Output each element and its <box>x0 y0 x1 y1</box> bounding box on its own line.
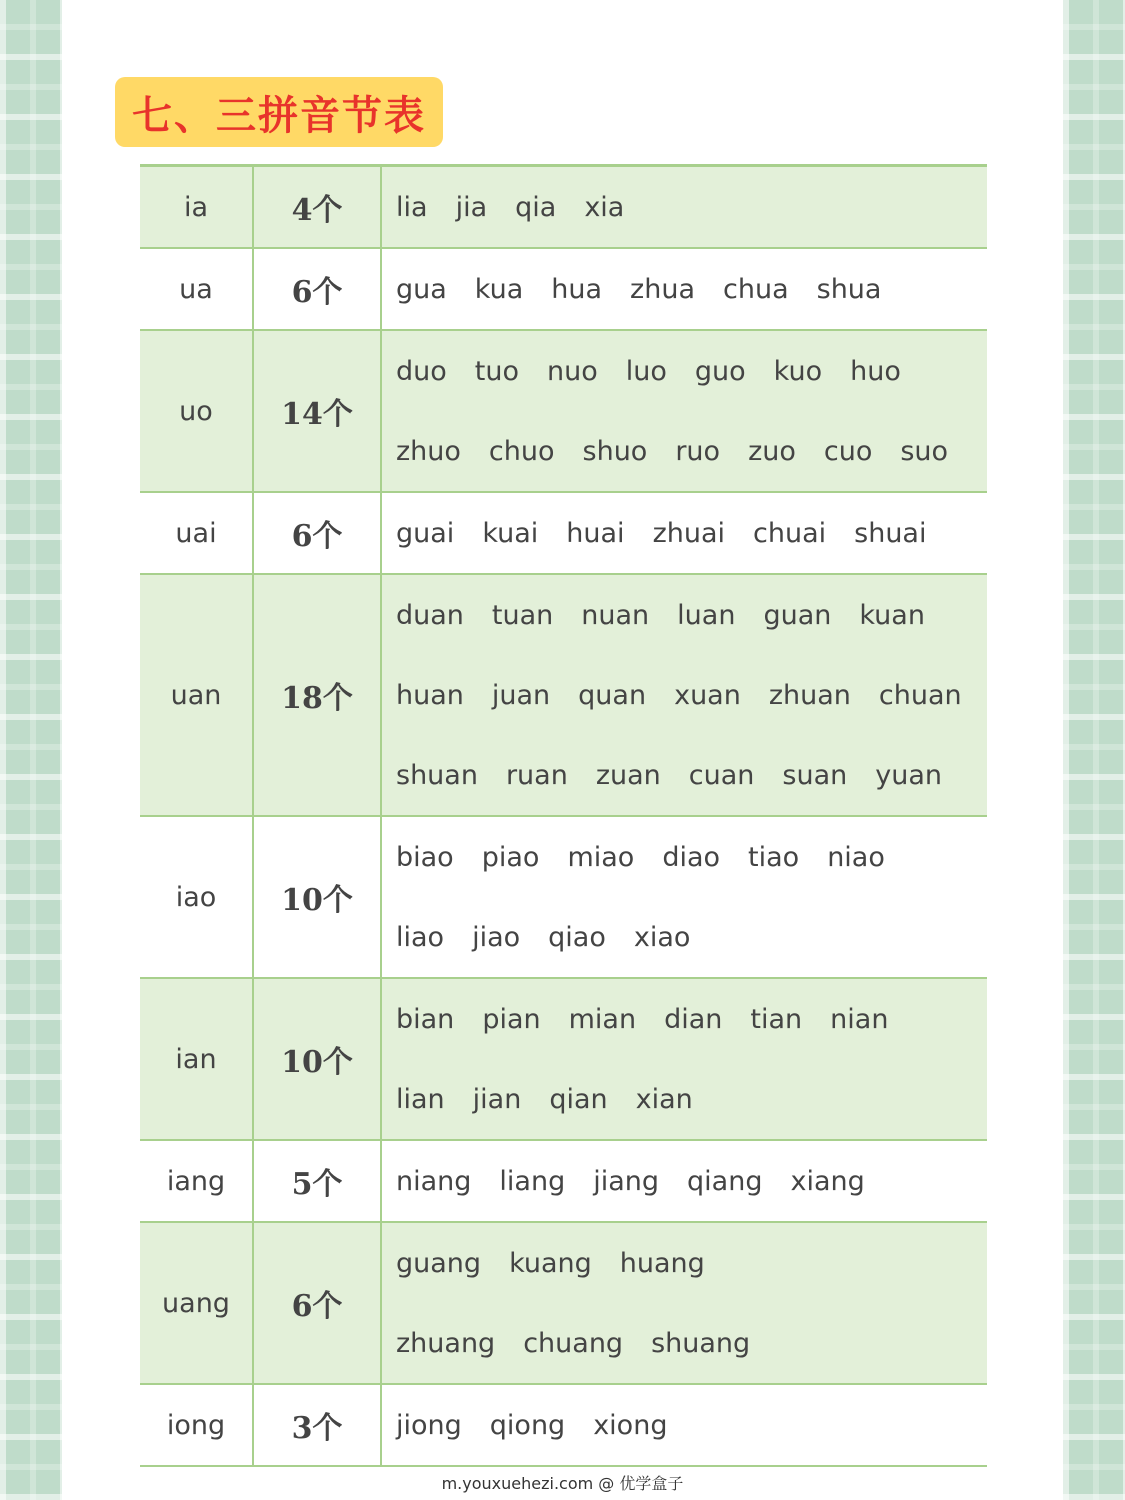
syllable-line <box>396 1141 987 1221</box>
syllable: pian <box>482 1003 541 1035</box>
syllable: guan <box>763 599 832 631</box>
syllable: hua <box>551 273 603 305</box>
syllable: shua <box>816 273 882 305</box>
syllable-list-cell <box>381 1384 987 1466</box>
syllable-line <box>396 167 987 247</box>
syllable: kuan <box>859 599 925 631</box>
syllable: qiao <box>548 921 606 953</box>
syllable: lian <box>396 1083 445 1115</box>
table-row <box>140 574 987 816</box>
syllable: yuan <box>875 759 942 791</box>
final-cell: uai <box>140 492 253 574</box>
syllable: ruan <box>505 759 568 791</box>
syllable-line <box>396 249 987 329</box>
syllable: jiang <box>593 1165 660 1197</box>
final-cell: iong <box>140 1384 253 1466</box>
syllable-line <box>396 817 987 897</box>
syllable: kuo <box>773 355 823 387</box>
syllable: luo <box>625 355 667 387</box>
syllable: shuo <box>582 435 648 467</box>
syllable: zhuang <box>396 1327 496 1359</box>
syllable: shuan <box>396 759 478 791</box>
final-cell: iao <box>140 816 253 978</box>
syllable: cuan <box>688 759 755 791</box>
syllable: kuai <box>482 517 539 549</box>
syllable: shuang <box>651 1327 751 1359</box>
syllable: suo <box>900 435 949 467</box>
count-cell: 10个 <box>253 978 381 1140</box>
syllable: qian <box>549 1083 608 1115</box>
syllable-line <box>396 1059 987 1139</box>
syllable: piao <box>481 841 540 873</box>
syllable: miao <box>567 841 635 873</box>
syllable: jia <box>455 191 488 223</box>
count-cell: 4个 <box>253 166 381 249</box>
table-row <box>140 248 987 330</box>
count-cell: 5个 <box>253 1140 381 1222</box>
page-title: 七、三拼音节表 <box>132 91 426 139</box>
syllable: diao <box>662 841 721 873</box>
syllable: liang <box>499 1165 566 1197</box>
syllable: zuo <box>748 435 796 467</box>
syllable: jiao <box>472 921 521 953</box>
syllable: ruo <box>675 435 721 467</box>
syllable: chuai <box>753 517 827 549</box>
syllable-line <box>396 493 987 573</box>
syllable: tiao <box>748 841 800 873</box>
syllable: huo <box>850 355 901 387</box>
table-row <box>140 978 987 1140</box>
syllable: tuan <box>491 599 554 631</box>
syllable-line <box>396 575 987 655</box>
syllable: tian <box>750 1003 803 1035</box>
syllable: zhuai <box>652 517 726 549</box>
count-cell: 6个 <box>253 492 381 574</box>
syllable-list-cell <box>381 492 987 574</box>
syllable: chuan <box>878 679 962 711</box>
syllable: lia <box>396 191 428 223</box>
syllable: zhuo <box>396 435 461 467</box>
syllable: cuo <box>823 435 873 467</box>
syllable: huang <box>619 1247 705 1279</box>
syllable: luan <box>677 599 736 631</box>
syllable: qiong <box>489 1409 566 1441</box>
syllable: guo <box>694 355 746 387</box>
count-cell: 3个 <box>253 1384 381 1466</box>
syllable: duan <box>396 599 464 631</box>
syllable: xiao <box>633 921 691 953</box>
syllable-line <box>396 331 987 411</box>
syllable: xiong <box>593 1409 668 1441</box>
syllable-line <box>396 411 987 491</box>
table-row <box>140 492 987 574</box>
syllable-list-cell <box>381 1222 987 1384</box>
syllable: huan <box>396 679 464 711</box>
syllable: duo <box>396 355 447 387</box>
syllable: biao <box>396 841 454 873</box>
title-badge <box>115 77 443 147</box>
syllable: gua <box>396 273 447 305</box>
syllable-list-cell <box>381 574 987 816</box>
syllable: zuan <box>595 759 661 791</box>
syllable-line <box>396 655 987 735</box>
syllable: liao <box>396 921 445 953</box>
table-row <box>140 816 987 978</box>
syllable: xiang <box>790 1165 865 1197</box>
footer-watermark: m.youxuehezi.com @ 优学盒子 <box>441 1474 684 1493</box>
syllable: xian <box>635 1083 693 1115</box>
syllable: tuo <box>474 355 519 387</box>
syllable: guai <box>396 517 455 549</box>
syllable-list-cell <box>381 330 987 492</box>
syllable: suan <box>782 759 848 791</box>
left-plaid-border <box>0 0 62 1500</box>
syllable-line <box>396 1385 987 1465</box>
syllable: xia <box>584 191 625 223</box>
syllable: guang <box>396 1247 482 1279</box>
syllable: bian <box>396 1003 455 1035</box>
syllable: dian <box>664 1003 723 1035</box>
syllable: quan <box>578 679 647 711</box>
table-row <box>140 1222 987 1384</box>
syllable-line <box>396 979 987 1059</box>
syllable-list-cell <box>381 248 987 330</box>
syllable-list-cell <box>381 816 987 978</box>
syllable: jiong <box>396 1409 462 1441</box>
count-cell: 14个 <box>253 330 381 492</box>
syllable: huai <box>566 517 625 549</box>
syllable: nuan <box>581 599 650 631</box>
syllable: chua <box>723 273 789 305</box>
syllable-line <box>396 735 987 815</box>
syllable: niao <box>827 841 885 873</box>
syllable: jian <box>472 1083 522 1115</box>
table-row <box>140 330 987 492</box>
syllable: zhuan <box>768 679 851 711</box>
count-cell: 10个 <box>253 816 381 978</box>
syllable: juan <box>491 679 551 711</box>
syllable: nuo <box>547 355 598 387</box>
final-cell: uang <box>140 1222 253 1384</box>
syllable: chuo <box>488 435 555 467</box>
table-row <box>140 166 987 249</box>
syllable-list-cell <box>381 978 987 1140</box>
syllable: zhua <box>630 273 695 305</box>
final-cell: ia <box>140 166 253 249</box>
syllable-list-cell <box>381 166 987 249</box>
syllable: shuai <box>854 517 927 549</box>
syllable: chuang <box>523 1327 624 1359</box>
final-cell: ian <box>140 978 253 1140</box>
syllable: niang <box>396 1165 472 1197</box>
syllable-line <box>396 897 987 977</box>
syllable: qiang <box>687 1165 763 1197</box>
final-cell: ua <box>140 248 253 330</box>
syllable: mian <box>568 1003 637 1035</box>
syllable: qia <box>515 191 557 223</box>
final-cell: uan <box>140 574 253 816</box>
syllable-list-cell <box>381 1140 987 1222</box>
syllable: nian <box>830 1003 889 1035</box>
table-row <box>140 1140 987 1222</box>
count-cell: 6个 <box>253 1222 381 1384</box>
syllable: xuan <box>674 679 741 711</box>
count-cell: 6个 <box>253 248 381 330</box>
final-cell: iang <box>140 1140 253 1222</box>
final-cell: uo <box>140 330 253 492</box>
right-plaid-border <box>1063 0 1125 1500</box>
syllable-line <box>396 1223 987 1303</box>
syllable-table-body <box>140 166 987 1467</box>
syllable: kuang <box>509 1247 592 1279</box>
syllable-table <box>140 164 987 1467</box>
syllable-line <box>396 1303 987 1383</box>
table-row <box>140 1384 987 1466</box>
syllable: kua <box>474 273 524 305</box>
count-cell: 18个 <box>253 574 381 816</box>
